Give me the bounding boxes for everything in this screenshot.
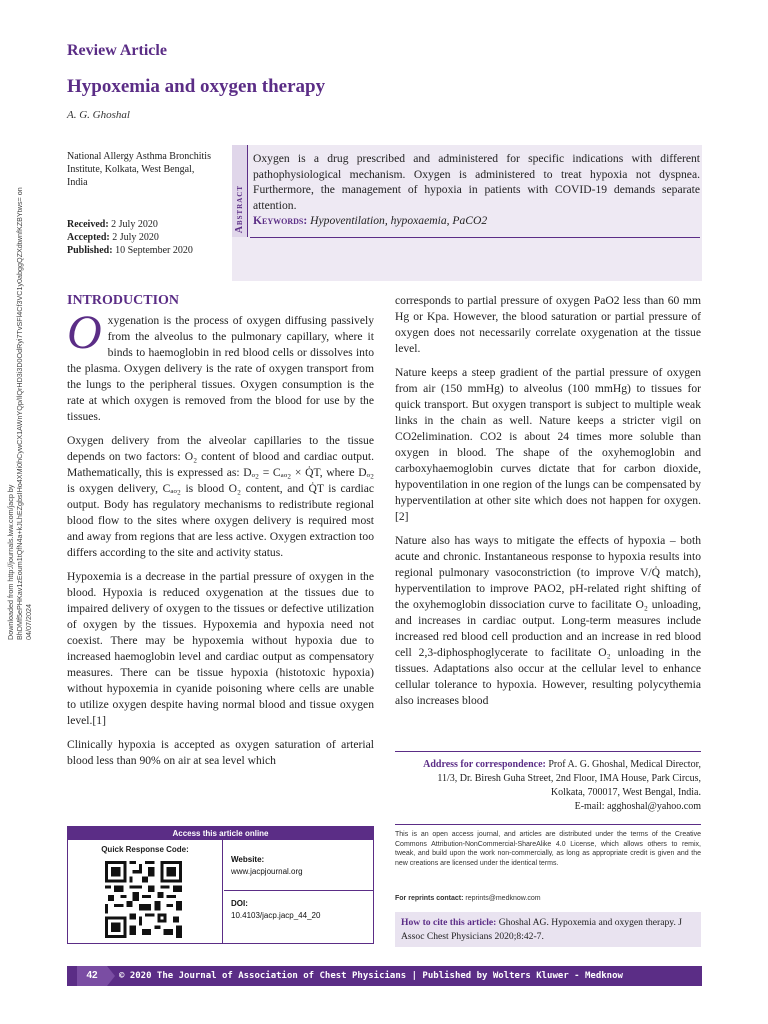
doi-link[interactable]: 10.4103/jacp.jacp_44_20: [231, 911, 321, 920]
footer-text: © 2020 The Journal of Association of Chest Physicians | Published by Wolters Kluwer - Medknow: [119, 971, 623, 981]
intro-paragraph-4: Clinically hypoxia is accepted as oxygen saturation of arterial blood less than 90% on air at sea level which: [67, 738, 374, 767]
received-date: 2 July 2020: [111, 219, 158, 230]
website-link[interactable]: www.jacpjournal.org: [231, 867, 303, 876]
reprints-contact: [395, 895, 701, 902]
affiliation: National Allergy Asthma Bronchitis Institute, Kolkata, West Bengal, India: [67, 151, 211, 188]
accepted-date: 2 July 2020: [112, 232, 159, 243]
intro-paragraph-3: Hypoxemia is a decrease in the partial pressure of oxygen in the blood. Hypoxia is reduced oxygenation at the tissues due to impaired delivery of oxygen to the tissues or defective utilization of oxygen by the tissues. Hypoxemia and hypoxia need not coexist. There may be hypoxemia without hypoxia due to increased haemoglobin level and cardiac output as compensatory measures. There can be tissue hypoxia (histotoxic hypoxia) without hypoxemia in cyanide poisoning where cells are unable to utilize oxygen despite having normal blood and tissue oxygen level.[1]: [67, 570, 374, 727]
received-label: Received:: [67, 219, 109, 230]
intro-paragraph-2: Oxygen delivery from the alveolar capillaries to the tissue depends on two factors: O₂ content of blood and cardiac output. Mathematically, this is expressed as: Dₒ₂ = Cₐₒ₂ × Q̇T, where Dₒ₂ is oxygen delivery, Cₐₒ₂ is blood O₂ content, and Q̇T is cardiac output. Body has regulatory mechanisms to redistribute regional blood flow to the sites where oxygen delivery is required most and away from regions that are less active. Oxygen extraction too differs according to the site and activity status.: [67, 434, 374, 559]
article-dates: [67, 218, 217, 257]
reprints-email[interactable]: reprints@medknow.com: [465, 895, 541, 902]
qr-panel: [68, 840, 223, 943]
correspondence-email[interactable]: E-mail: agghoshal@yahoo.com: [574, 801, 701, 812]
author-name: A. G. Ghoshal: [67, 109, 130, 121]
page-footer: [67, 966, 702, 986]
download-watermark: Downloaded from http://journals.lww.com/jacp by BhDMf5ePHKav1zEoum1tQfN4a+kJLhEZgbsIHo4XMi0hCywCX1AWnYQp/IlQrHD3i3D0OdRyi7TvSFl4Cf3VC1y0abggQZXdtwnfKZBYtws= on 04/07/2024: [6, 187, 33, 640]
right-paragraph-3: Nature also has ways to mitigate the effects of hypoxia – both acute and chronic. Instantaneous response to hypoxia results into regional pulmonary vasoconstriction (to improve V/Q̇ match), hyperventilation to improve PAO2, pH-related right shifting of the oxyhemoglobin dissociation curve to facilitate O₂ unloading, and increases in cardiac output. Long-term measures include increased red blood cell production and an increase in red blood cell 2,3-diphosphoglycerate to facilitate O₂ unloading in the tissues. Adaptations also occur at the cellular level to enhance cellular tolerance to hypoxia. However, resulting polycythemia also increases blood: [395, 534, 701, 707]
access-online-box: [67, 826, 374, 944]
abstract-text: Oxygen is a drug prescribed and administered for specific indications with different pathophysiological mechanism. Oxygen is administered to treat hypoxia not dyspnea. Furthermore, the management of hypoxia in patients with COVID-19 demands separate attention.: [253, 152, 700, 212]
correspondence-line-2: 11/3, Dr. Biresh Guha Street, 2nd Floor, IMA House, Park Circus,: [437, 773, 701, 784]
citation-text: Ghoshal AG. Hypoxemia and oxygen therapy. J Assoc Chest Physicians 2020;8:42-7.: [401, 917, 683, 942]
doi-label: DOI:: [231, 899, 248, 908]
reprints-label: For reprints contact:: [395, 895, 464, 902]
published-label: Published:: [67, 245, 113, 256]
page-number: 42: [77, 966, 107, 986]
article-title: Hypoxemia and oxygen therapy: [67, 76, 326, 97]
correspondence-line-1: Prof A. G. Ghoshal, Medical Director,: [548, 759, 701, 770]
intro-paragraph-1-text: xygenation is the process of oxygen diffusing passively from the alveolus to the pulmonary capillary, where it binds to haemoglobin in red blood cells or dissolves into the plasma. Oxygen delivery is the rate of oxygen transport from the lungs to the peripheral tissues. Oxygen consumption is the rate at which oxygen is removed from the blood for use by the tissues.: [67, 314, 374, 423]
citation-box: [395, 912, 701, 947]
keywords-label: Keywords:: [253, 214, 308, 227]
license-text: This is an open access journal, and articles are distributed under the terms of the Creative Commons Attribution-NonCommercial-ShareAlike 4.0 License, which allows others to remix, tweak, and build upon the work non-commercially, as long as appropriate credit is given and the new creations are licensed under the identical terms.: [395, 831, 701, 867]
accepted-label: Accepted:: [67, 232, 110, 243]
intro-paragraph-1: [67, 306, 374, 425]
access-heading: Access this article online: [68, 827, 373, 840]
right-paragraph-1: corresponds to partial pressure of oxygen PaO2 less than 60 mm Hg or Kpa. However, the blood saturation or partial pressure of oxygen does not necessarily correlate oxygenation at the tissue level.: [395, 294, 701, 355]
citation-label: How to cite this article:: [401, 917, 497, 928]
right-paragraph-2: Nature keeps a steep gradient of the partial pressure of oxygen from air (150 mmHg) to alveolus (100 mmHg) to tissues for quick transport. But oxygen transport is subject to multiple weak links in the chain as well. Nature keeps a stricter vigil on CO2elimination. CO2 is about 24 times more soluble than oxygen in blood. The shape of the oxyhemoglobin and carboxyhaemoglobin curves dictate that for carbon dioxide, hypoventilation in one region of the lungs can be compensated by hyperventilation at other site which does not happen for oxygen.[2]: [395, 366, 701, 523]
drop-cap: O: [67, 306, 102, 359]
correspondence-label: Address for correspondence:: [423, 759, 546, 770]
website-label: Website:: [231, 855, 265, 864]
right-column: [395, 293, 701, 717]
access-info-panel: [224, 840, 373, 943]
correspondence-line-3: Kolkata, 700017, West Bengal, India.: [550, 787, 701, 798]
left-column: [67, 293, 374, 777]
published-date: 10 September 2020: [115, 245, 193, 256]
qr-code-icon[interactable]: [105, 861, 182, 938]
abstract-divider: [250, 237, 700, 238]
section-heading: INTRODUCTION: [67, 293, 180, 308]
correspondence-block: [395, 751, 701, 814]
abstract-label-tab: [232, 145, 248, 237]
qr-label: Quick Response Code:: [101, 845, 189, 854]
keywords: [253, 214, 700, 227]
keywords-list: Hypoventilation, hypoxaemia, PaCO2: [310, 214, 488, 227]
article-type: Review Article: [67, 42, 167, 59]
abstract-label: Abstract: [234, 184, 245, 233]
license-divider: [395, 824, 701, 825]
